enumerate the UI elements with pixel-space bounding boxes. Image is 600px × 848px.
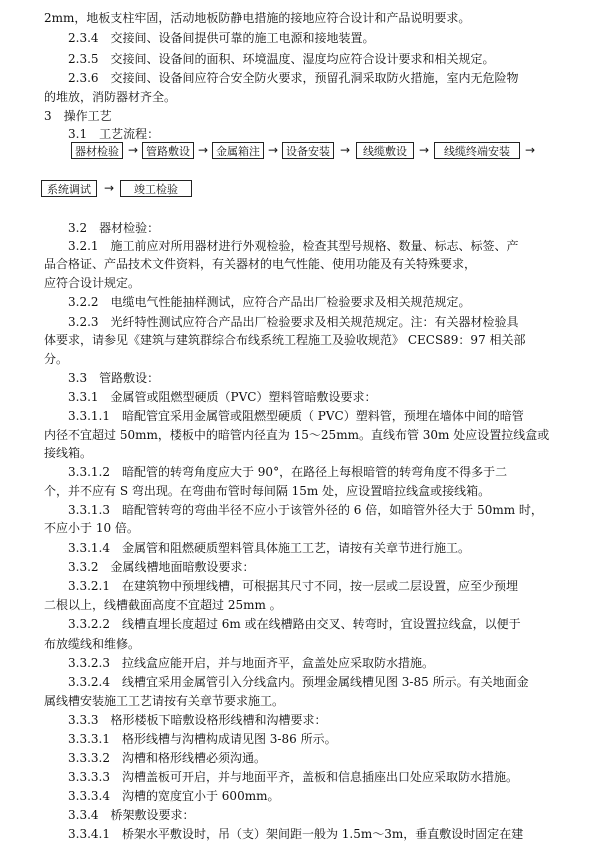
subsection-heading: 3.2 器材检验： — [68, 221, 160, 235]
flow-step-box: 器材检验 — [71, 142, 123, 159]
text-line: 3.3.3.4 沟槽的宽度宜小于 600mm。 — [68, 789, 280, 803]
flow-step-box: 线缆终端安装 — [434, 142, 520, 159]
flow-arrow: → — [340, 143, 351, 157]
flow-step-box: 竣工检验 — [120, 180, 192, 197]
text-line: 3.3.2.4 线槽宜采用金属管引入分线盒内。预埋金属线槽见图 3-85 所示。有关地面金 — [68, 675, 529, 689]
text-line: 3.3.4.1 桥架水平敷设时，吊（支）架间距一般为 1.5m～3m，垂直敷设时固定在建 — [68, 827, 524, 841]
text-line: 属线槽安装施工工艺请按有关章节要求施工。 — [44, 694, 285, 708]
text-line: 2mm，地板支柱牢固，活动地板防静电措施的接地应符合设计和产品说明要求。 — [44, 11, 471, 25]
text-line: 3.3.1 金属管或阻燃型硬质（PVC）塑料管暗敷设要求： — [68, 390, 377, 404]
text-line: 3.3.3.3 沟槽盖板可开启，并与地面平齐，盖板和信息插座出口处应采取防水措施。 — [68, 770, 518, 784]
flow-arrow: → — [104, 181, 115, 195]
flow-step-box: 金属箱注 — [212, 142, 264, 159]
subsection-heading: 3.3 管路敷设： — [68, 371, 160, 385]
text-line: 不应小于 10 倍。 — [44, 521, 139, 535]
text-line: 3.3.2.2 线槽直埋长度超过 6m 或在线槽路由交叉、转弯时，宜设置拉线盒，以便于 — [68, 617, 521, 631]
text-line: 应符合设计规定。 — [44, 276, 141, 290]
subsection-heading: 3.3.4 桥架敷设要求： — [68, 808, 195, 822]
text-line: 3.3.1.3 暗配管转弯的弯曲半径不应小于该管外径的 6 倍，如暗管外径大于 50mm 时， — [68, 503, 543, 517]
flow-arrow: → — [268, 143, 279, 157]
text-line: 品合格证、产品技术文件资料，有关器材的电气性能、使用功能及有关特殊要求， — [44, 257, 477, 271]
text-line: 3.3.3.2 沟槽和格形线槽必须沟通。 — [68, 751, 266, 765]
text-line: 3.3.2.1 在建筑物中预埋线槽，可根据其尺寸不同，按一层或二层设置，应至少预埋 — [68, 579, 518, 593]
text-line: 分。 — [44, 352, 69, 366]
flow-arrow: → — [419, 143, 430, 157]
flow-step-box: 线缆敷设 — [356, 142, 414, 159]
text-line: 2.3.4 交接间、设备间提供可靠的施工电源和接地装置。 — [68, 31, 375, 45]
text-line: 接线箱。 — [44, 446, 93, 460]
text-line: 3.2.1 施工前应对所用器材进行外观检验，检查其型号规格、数量、标志、标签、产 — [68, 239, 519, 253]
subsection-heading: 3.3.3 格形楼板下暗敷设格形线槽和沟槽要求： — [68, 713, 327, 727]
flow-step-box: 系统调试 — [41, 180, 97, 197]
text-line: 3.3.2.3 拉线盒应能开启，并与地面齐平，盒盖处应采取防水措施。 — [68, 656, 434, 670]
section-heading: 3 操作工艺 — [44, 109, 112, 123]
text-line: 二根以上，线槽截面高度不宜超过 25mm 。 — [44, 598, 282, 612]
text-line: 3.3.1.4 金属管和阻燃硬质塑料管具体施工工艺，请按有关章节进行施工。 — [68, 541, 470, 555]
flow-arrow: → — [128, 143, 139, 157]
text-line: 3.3.1.2 暗配管的转弯角度应大于 90°，在路径上每根暗管的转弯角度不得多于二 — [68, 465, 508, 479]
text-line: 布放缆线和维修。 — [44, 637, 141, 651]
subsection-heading: 3.1 工艺流程： — [68, 127, 160, 141]
text-line: 3.2.2 电缆电气性能抽样测试，应符合产品出厂检验要求及相关规范规定。 — [68, 295, 471, 309]
subsection-heading: 3.3.2 金属线槽地面暗敷设要求： — [68, 560, 255, 574]
flow-arrow: → — [198, 143, 209, 157]
text-line: 2.3.5 交接间、设备间的面积、环境温度、湿度均应符合设计要求和相关规定。 — [68, 52, 495, 66]
text-line: 内径不宜超过 50mm，楼板中的暗管内径直为 15～25mm。直线布管 30m 处应设置拉线盒或 — [44, 428, 550, 442]
text-line: 的堆放，消防器材齐全。 — [44, 90, 177, 104]
text-line: 3.3.3.1 格形线槽与沟槽构成请见图 3-86 所示。 — [68, 732, 337, 746]
text-line: 体要求，请参见《建筑与建筑群综合布线系统工程施工及验收规范》 CECS89：97 相关部 — [44, 333, 526, 347]
flow-arrow: → — [525, 143, 536, 157]
text-line: 3.3.1.1 暗配管宜采用金属管或阻燃型硬质（ PVC）塑料管，预埋在墙体中间的暗管 — [68, 409, 524, 423]
flow-step-box: 设备安装 — [282, 142, 334, 159]
text-line: 3.2.3 光纤特性测试应符合产品出厂检验要求及相关规范规定。注：有关器材检验具 — [68, 315, 519, 329]
text-line: 个，并不应有 S 弯出现。在弯曲布管时每间隔 15m 处，应设置暗拉线盒或接线箱。 — [44, 484, 491, 498]
flow-step-box: 管路敷设 — [142, 142, 194, 159]
text-line: 2.3.6 交接间、设备间应符合安全防火要求，预留孔洞采取防火措施，室内无危险物 — [68, 71, 519, 85]
